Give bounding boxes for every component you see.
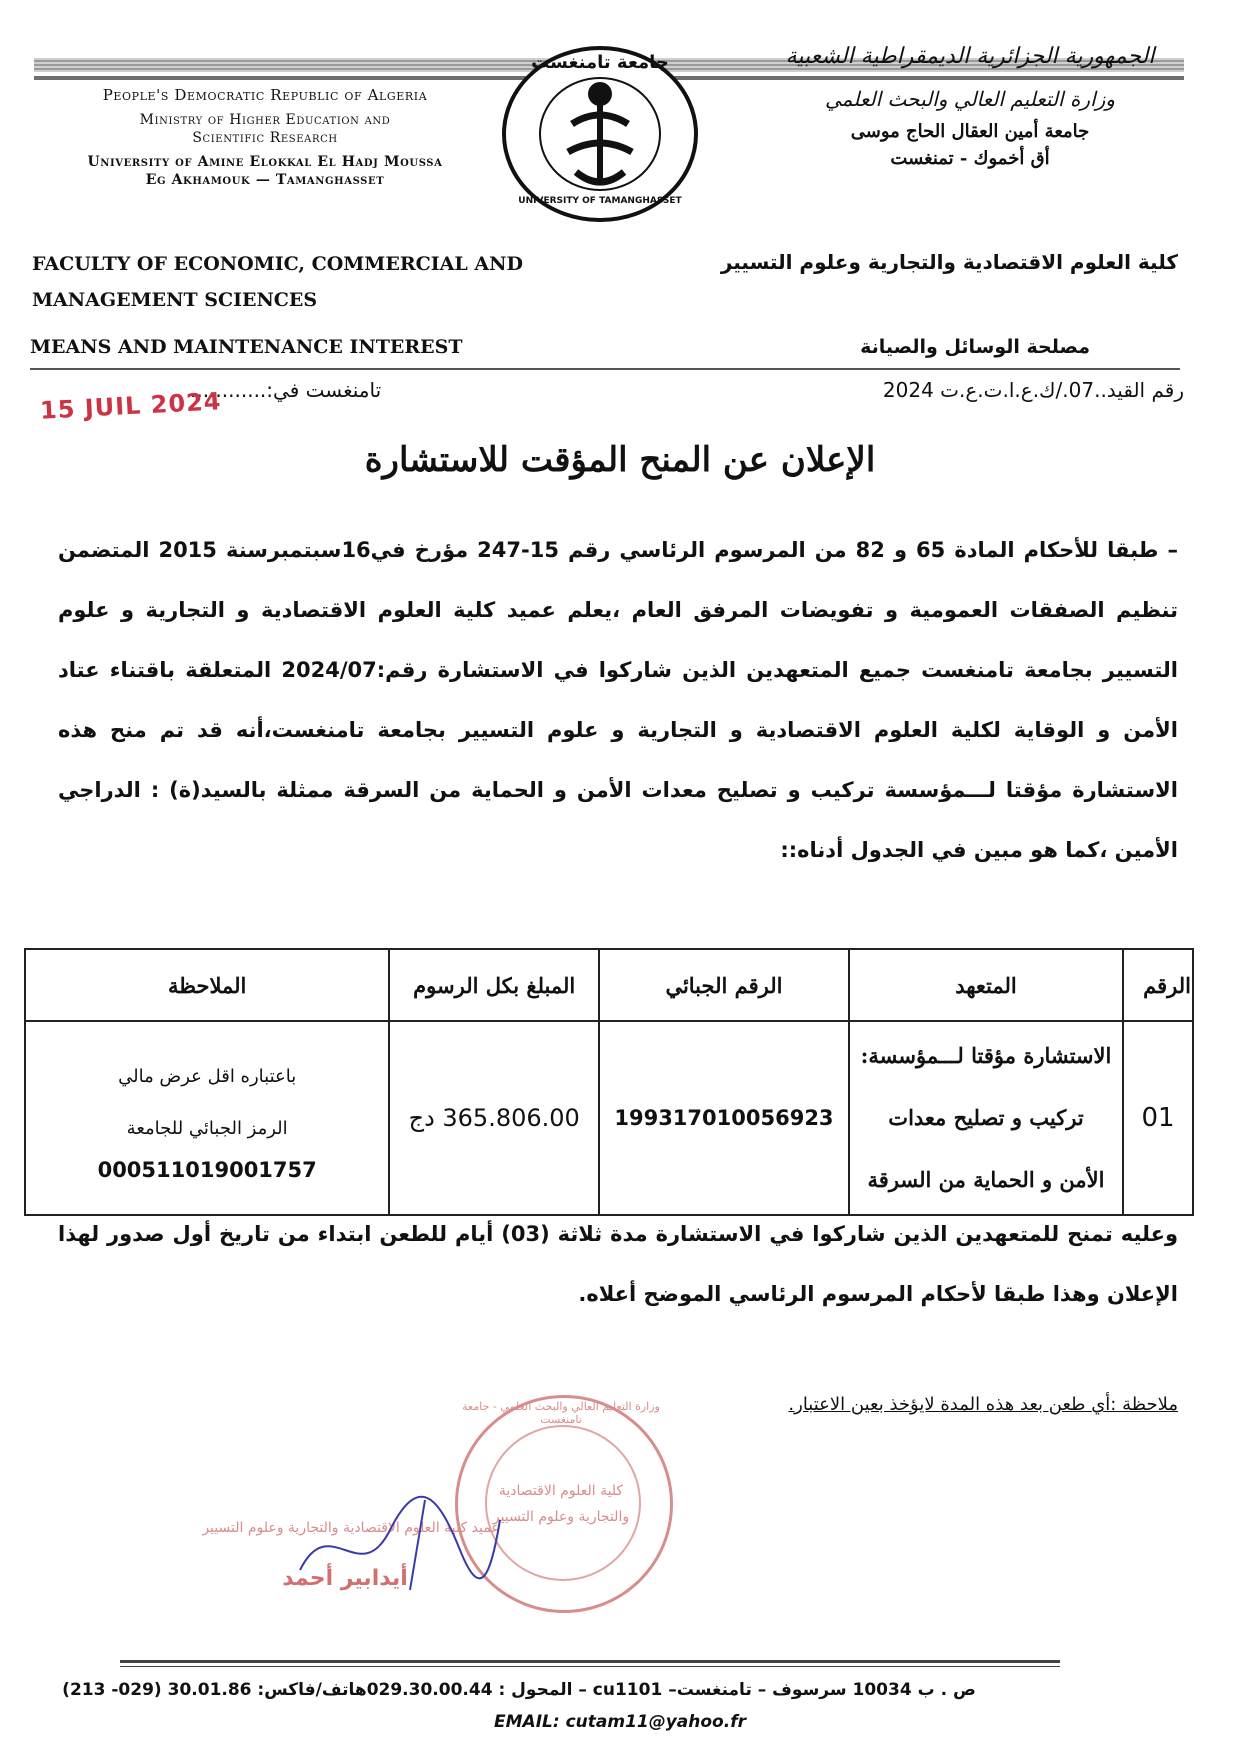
ar-header-line-3: جامعة أمين العقال الحاج موسى [850, 121, 1090, 142]
bidder-line-3: الأمن و الحماية من السرقة [867, 1167, 1105, 1192]
logo-arabic-text: جامعة تامنغست [531, 52, 669, 73]
award-table [24, 948, 1194, 1216]
faculty-ar: كلية العلوم الاقتصادية والتجارية وعلوم التسيير [720, 250, 1178, 274]
date-stamp: 15 JUIL 2024 [39, 387, 223, 425]
body-paragraph: – طبقا للأحكام المادة 65 و 82 من المرسوم الرئاسي رقم 15-247 مؤرخ في16سبتمبرسنة 2015 المتضمن تنظيم الصفقات العمومية و تفويضات المرفق العام ،يعلم عميد كلية العلوم الاقتصادية و التجارية و علوم التسيير بجامعة تامنغست جميع المتعهدين الذين شاركوا في الاستشارة رقم:2024/07 المتعلقة باقتناء عتاد الأمن و الوقاية لكلية العلوم الاقتصادية و التجارية و علوم التسيير بجامعة تامنغست،أنه قد تم منح هذه الاستشارة مؤقتا لـــمؤسسة تركيب و تصليح معدات الأمن و الحماية من السرقة ممثلة بالسيد(ة) : الدراجي الأمين ،كما هو مبين في الجدول أدناه:: [58, 538, 1178, 862]
footer-address: ص . ب 10034 سرسوف – تامنغست– cu1101 – المحول : 029.30.00.44هاتف/فاكس: 30.01.86 (029- 213) [62, 1680, 976, 1700]
ar-header [750, 44, 1190, 169]
header-bidder: المتعهد [849, 949, 1123, 1021]
header-amount: المبلغ بكل الرسوم [389, 949, 599, 1021]
note-line-2: الرمز الجبائي للجامعة [126, 1118, 288, 1139]
en-header-line-5: Eg Akhamouk — Tamanghasset [145, 172, 385, 188]
en-header-line-1: People's Democratic Republic of Algeria [102, 86, 428, 104]
ar-header-line-1: الجمهورية الجزائرية الديمقراطية الشعبية [785, 44, 1155, 69]
table-row [25, 1021, 1193, 1215]
footer-rule-2 [120, 1666, 1060, 1667]
university-logo [500, 44, 700, 224]
service-ar: مصلحة الوسائل والصيانة [860, 336, 1090, 358]
note-code: 000511019001757 [97, 1158, 317, 1182]
stamp-inner-line-1: كلية العلوم الاقتصادية [498, 1483, 624, 1499]
en-header-line-4: University of Amine Elokkal El Hadj Moussa [87, 154, 443, 170]
reference-number: رقم القيد..07./ك.ع.ا.ت.ع.ت 2024 [882, 378, 1184, 402]
cell-amount: 365.806.00 دج [389, 1021, 599, 1215]
signature-name: أيدابير أحمد [282, 1566, 408, 1591]
after-paragraph: وعليه تمنح للمتعهدين الذين شاركوا في الاستشارة مدة ثلاثة (03) أيام للطعن ابتداء من تاريخ أول صدور لهذا الإعلان وهذا طبقا لأحكام المرسوم الرئاسي الموضح أعلاه. [58, 1222, 1178, 1306]
place-date: تامنغست في:............ [190, 378, 382, 402]
bidder-line-2: تركيب و تصليح معدات [888, 1105, 1084, 1130]
header-number: الرقم [1123, 949, 1193, 1021]
faculty-en-line-1: FACULTY OF ECONOMIC, COMMERCIAL AND [32, 253, 523, 275]
faculty-en [32, 246, 523, 318]
footer-rule-1 [120, 1660, 1060, 1663]
footer-email: EMAIL: cutam11@yahoo.fr [494, 1712, 746, 1732]
cell-tax-id: 199317010056923 [599, 1021, 849, 1215]
header-note: الملاحظة [25, 949, 389, 1021]
cell-note [25, 1021, 389, 1215]
service-divider [30, 368, 1180, 370]
en-header [30, 86, 500, 188]
table-header-row [25, 949, 1193, 1021]
cell-number: 01 [1123, 1021, 1193, 1215]
note-text: ملاحظة :أي طعن بعد هذه المدة لايؤخذ بعين الاعتبار. [788, 1394, 1178, 1415]
signature-scribble-icon [290, 1490, 510, 1600]
logo-english-text: UNIVERSITY OF TAMANGHASSET [518, 196, 682, 206]
faculty-en-line-2: MANAGEMENT SCIENCES [32, 289, 318, 311]
signature-title: عميد كلية العلوم الاقتصادية والتجارية وعلوم التسيير [202, 1520, 500, 1536]
note-line-1: باعتباره اقل عرض مالي [118, 1066, 297, 1087]
service-en: MEANS AND MAINTENANCE INTEREST [30, 336, 463, 358]
stamp-inner-line-2: والتجارية وعلوم التسيير [492, 1509, 630, 1525]
ar-header-line-2: وزارة التعليم العالي والبحث العلمي [825, 87, 1115, 111]
stamp-outer-text: وزارة التعليم العالي والبحث العلمي - جامعة تامنغست [462, 1400, 660, 1426]
en-header-line-2: Ministry of Higher Education and [139, 112, 391, 128]
ar-header-line-4: أق أخموك - تمنغست [890, 148, 1050, 169]
announcement-title: الإعلان عن المنح المؤقت للاستشارة [364, 440, 876, 480]
header-tax-id: الرقم الجبائي [599, 949, 849, 1021]
cell-bidder [849, 1021, 1123, 1215]
en-header-line-3: Scientific Research [192, 130, 338, 146]
bidder-line-1: الاستشارة مؤقتا لـــمؤسسة: [860, 1043, 1112, 1068]
